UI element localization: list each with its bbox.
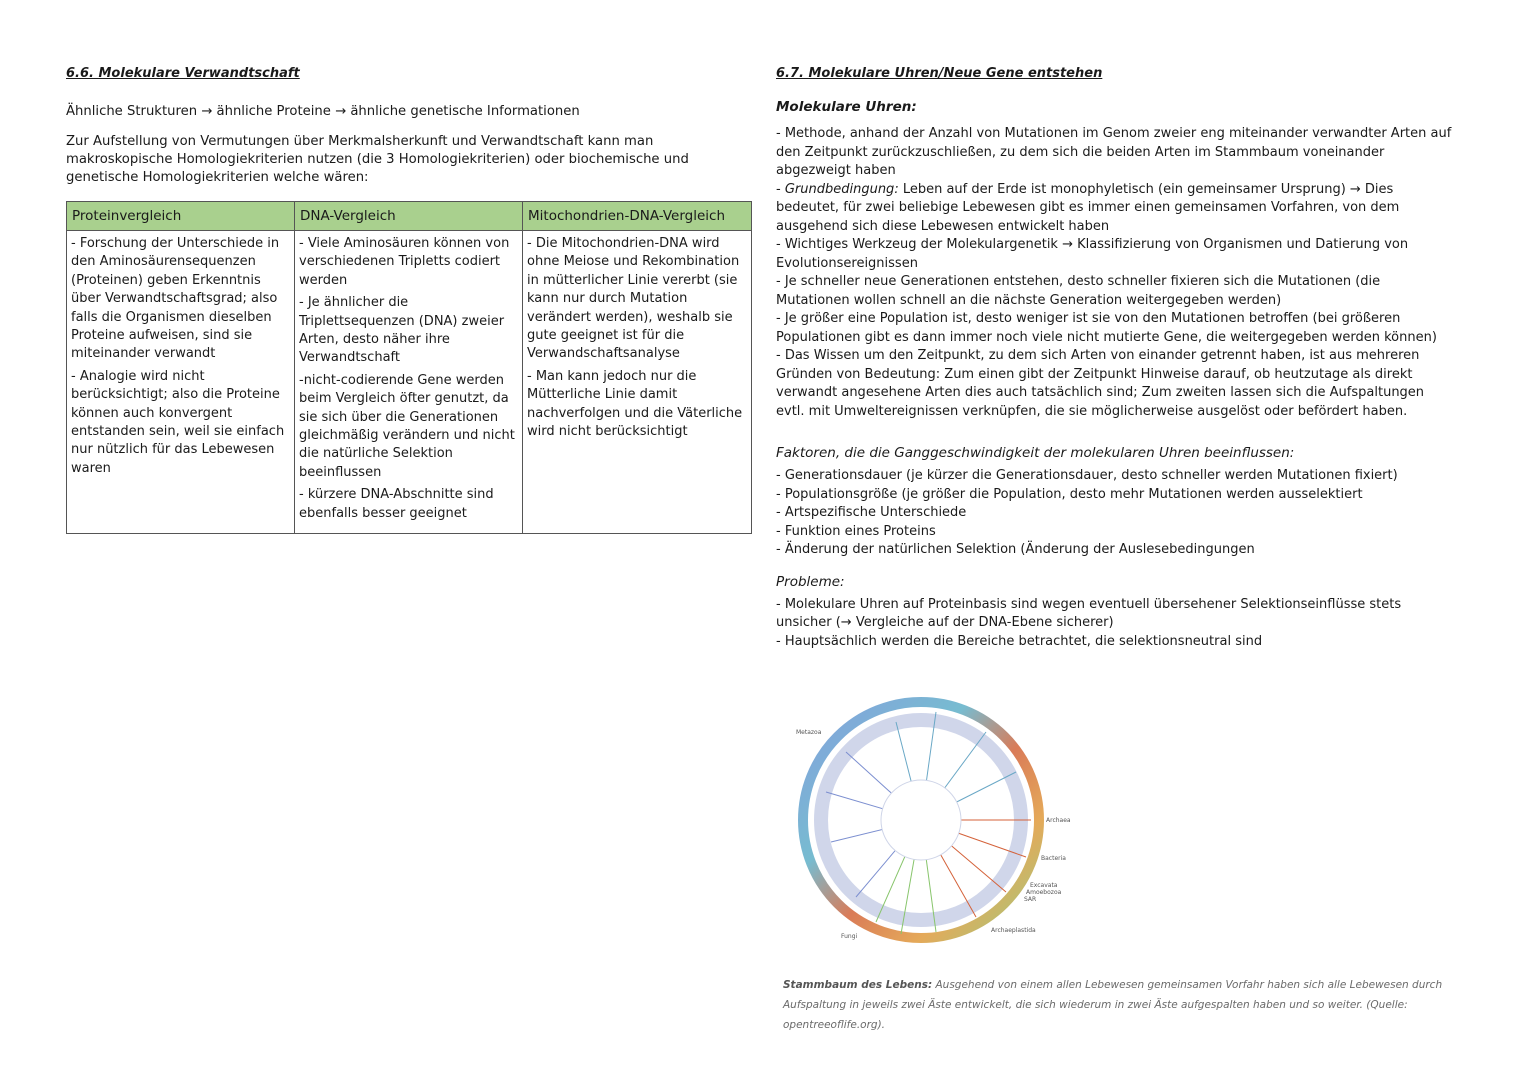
tree-label-amoebozoa: Amoebozoa xyxy=(1026,889,1062,896)
list-item: - Hauptsächlich werden die Bereiche betrachtet, die selektionsneutral sind xyxy=(776,633,1263,649)
list-item: - Molekulare Uhren auf Proteinbasis sind wegen eventuell übersehener Selektionseinflüsse stets unsicher (→ Vergleiche auf der DNA-Ebene sicherer) xyxy=(776,596,1402,630)
list-item: - Viele Aminosäuren können von verschiedenen Tripletts codiert werden xyxy=(299,236,510,288)
left-column xyxy=(66,66,756,534)
bullet-text: Leben auf der Erde ist monophyletisch (ein gemeinsamer Ursprung) → Dies bedeutet, für zwei beliebige Lebewesen gibt es immer einen gemeinsamen Vorfahren, von dem ausgehend sich diese Lebewesen entwickelt haben xyxy=(776,181,1400,234)
tree-label-archaea: Archaea xyxy=(1046,817,1071,824)
bullet-dash: - xyxy=(776,181,785,197)
table-header-row xyxy=(67,202,752,231)
comparison-table xyxy=(66,201,752,534)
list-item: - Forschung der Unterschiede in den Aminosäurensequenzen (Proteinen) geben Erkenntnis über Verwandtschaftsgrad; also falls die Organismen dieselben Proteine aufweisen, sind sie miteinander verwandt xyxy=(71,236,280,362)
header-dna: DNA-Vergleich xyxy=(295,202,523,231)
tree-label-excavata: Excavata xyxy=(1030,882,1058,889)
table-row xyxy=(67,231,752,534)
list-item: - Funktion eines Proteins xyxy=(776,523,936,539)
tree-of-life-figure xyxy=(786,692,1076,952)
cell-protein xyxy=(67,231,295,534)
subheading-faktoren: Faktoren, die die Ganggeschwindigkeit der molekularen Uhren beeinflussen: xyxy=(776,445,1295,461)
list-item: -nicht-codierende Gene werden beim Vergleich öfter genutzt, da sie sich über die Generationen gleichmäßig verändern und nicht die natürliche Selektion beeinflussen xyxy=(299,372,515,480)
cell-mito-dna xyxy=(523,231,752,534)
term-grundbedingung: Grundbedingung: xyxy=(784,181,899,197)
subheading-molekulare-uhren: Molekulare Uhren: xyxy=(776,99,917,115)
list-item: - Generationsdauer (je kürzer die Generationsdauer, desto schneller werden Mutationen fixiert) xyxy=(776,468,1398,483)
bullet-method: - Methode, anhand der Anzahl von Mutationen im Genom zweier eng miteinander verwandter Arten auf den Zeitpunkt zurückzuschließen, zu dem sich die beiden Arten im Stammbaum voneinander abgezweigt haben xyxy=(776,126,1452,178)
list-item: - kürzere DNA-Abschnitte sind ebenfalls besser geeignet xyxy=(299,487,494,521)
intro-paragraph: Zur Aufstellung von Vermutungen über Merkmalsherkunft und Verwandtschaft kann man makroskopische Homologiekriterien nutzen (die 3 Homologiekriterien) oder biochemische und genetische Homologiekriterien welche wären: xyxy=(66,134,689,185)
list-item: - Änderung der natürlichen Selektion (Änderung der Auslesebedingungen xyxy=(776,542,1255,557)
caption-title: Stammbaum des Lebens: xyxy=(783,979,933,991)
list-item: - Populationsgröße (je größer die Population, desto mehr Mutationen werden ausselektiert xyxy=(776,486,1363,502)
tree-label-bacteria: Bacteria xyxy=(1041,855,1066,862)
cell-dna xyxy=(295,231,523,534)
section-heading-6-6: 6.6. Molekulare Verwandtschaft xyxy=(66,66,300,81)
bullet-population: - Je größer eine Population ist, desto weniger ist sie von den Mutationen betroffen (bei größeren Populationen gibt es dann immer noch viele nicht mutierte Gene, die weitergegeben werden können) xyxy=(776,311,1437,345)
tree-label-metazoa: Metazoa xyxy=(796,729,822,736)
list-item: - Artspezifische Unterschiede xyxy=(776,505,967,520)
header-protein: Proteinvergleich xyxy=(67,202,295,231)
list-item: - Man kann jedoch nur die Mütterliche Linie damit nachverfolgen und die Väterliche wird nicht berücksichtigt xyxy=(527,368,743,440)
tree-label-fungi: Fungi xyxy=(841,933,858,940)
list-item: - Die Mitochondrien-DNA wird ohne Meiose und Rekombination in mütterlicher Linie vererbt (sie kann nur durch Mutation verändert werden), weshalb sie gute geeignet ist für die Verwandschaftsanalyse xyxy=(527,236,740,362)
list-item: - Analogie wird nicht berücksichtigt; also die Proteine können auch konvergent entstanden sein, weil sie einfach nur nützlich für das Lebewesen waren xyxy=(71,368,285,476)
tree-label-archaeplastida: Archaeplastida xyxy=(991,927,1036,934)
lead-sentence: Ähnliche Strukturen → ähnliche Proteine → ähnliche genetische Informationen xyxy=(66,104,580,119)
header-mito-dna: Mitochondrien-DNA-Vergleich xyxy=(523,202,752,231)
subheading-probleme: Probleme: xyxy=(776,573,845,590)
tree-label-sar: SAR xyxy=(1024,896,1037,903)
bullet-werkzeug: - Wichtiges Werkzeug der Molekulargenetik → Klassifizierung von Organismen und Datierung von Evolutionsereignissen xyxy=(776,237,1409,271)
list-item: - Je ähnlicher die Triplettsequenzen (DNA) zweier Arten, desto näher ihre Verwandtschaft xyxy=(299,295,505,366)
right-column xyxy=(776,66,1456,651)
bullet-grundbedingung xyxy=(776,181,1456,237)
caption-text: Ausgehend von einem allen Lebewesen gemeinsamen Vorfahr haben sich alle Lebewesen durch Aufspaltung in jeweils zwei Äste entwickelt, die sich wiederum in zwei Äste aufgespalten haben und so weiter. (Quelle: opentreeoflife.org). xyxy=(783,979,1443,1031)
figure-caption xyxy=(783,975,1455,1035)
section-heading-6-7: 6.7. Molekulare Uhren/Neue Gene entstehen xyxy=(776,66,1103,81)
bullet-zeitpunkt: - Das Wissen um den Zeitpunkt, zu dem sich Arten von einander getrennt haben, ist aus mehreren Gründen von Bedeutung: Zum einen gibt der Zeitpunkt Hinweise darauf, ob heutzutage als direkt verwandt angesehene Arten dies auch tatsächlich sind; Zum zweiten lassen sich die Aufspaltungen evtl. mit Umweltereignissen verknüpfen, die sie möglicherweise ausgelöst oder befördert haben. xyxy=(776,348,1425,419)
bullet-generationen: - Je schneller neue Generationen entstehen, desto schneller fixieren sich die Mutationen (die Mutationen wollen schnell an die nächste Generation weitergegeben werden) xyxy=(776,274,1381,308)
